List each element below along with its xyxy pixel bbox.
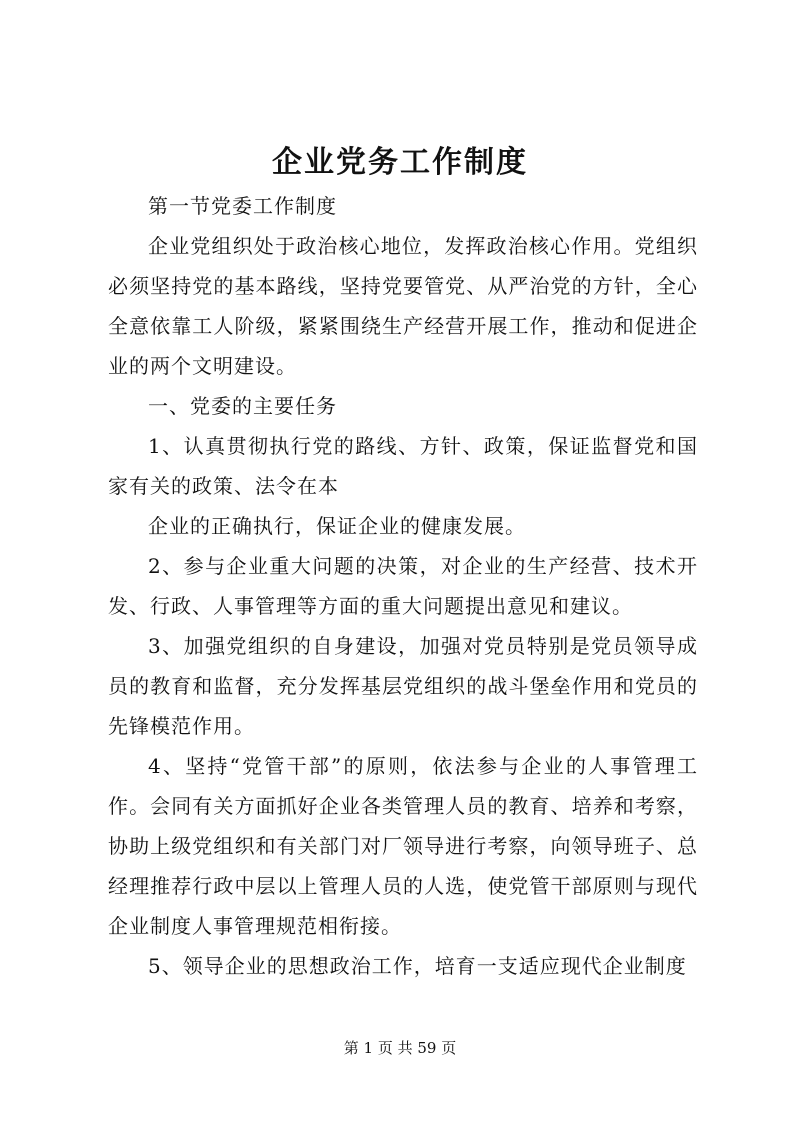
page-footer: 第 1 页 共 59 页: [343, 1039, 457, 1057]
list-item: 1、认真贯彻执行党的路线、方针、政策，保证监督党和国家有关的政策、法令在本: [108, 434, 698, 498]
subsection-heading: 一、党委的主要任务: [148, 394, 337, 418]
list-item: 5、领导企业的思想政治工作，培育一支适应现代企业制度: [148, 954, 687, 978]
list-item: 3、加强党组织的自身建设，加强对党员特别是党员领导成员的教育和监督，充分发挥基层党组织的战斗堡垒作用和党员的先锋模范作用。: [108, 634, 698, 738]
section-heading: 第一节党委工作制度: [148, 194, 337, 218]
document-body: [108, 186, 698, 986]
list-item: 4、坚持“党管干部”的原则，依法参与企业的人事管理工作。会同有关方面抓好企业各类管理人员的教育、培养和考察，协助上级党组织和有关部门对厂领导进行考察，向领导班子、总经理推荐行政中层以上管理人员的人选，使党管干部原则与现代企业制度人事管理规范相衔接。: [108, 754, 698, 938]
list-item: 2、参与企业重大问题的决策，对企业的生产经营、技术开发、行政、人事管理等方面的重大问题提出意见和建议。: [108, 554, 698, 618]
page-title: 企业党务工作制度: [272, 145, 528, 180]
body-paragraph: 企业的正确执行，保证企业的健康发展。: [148, 514, 526, 538]
body-paragraph: 企业党组织处于政治核心地位，发挥政治核心作用。党组织必须坚持党的基本路线，坚持党要管党、从严治党的方针，全心全意依靠工人阶级，紧紧围绕生产经营开展工作，推动和促进企业的两个文明建设。: [108, 234, 698, 378]
